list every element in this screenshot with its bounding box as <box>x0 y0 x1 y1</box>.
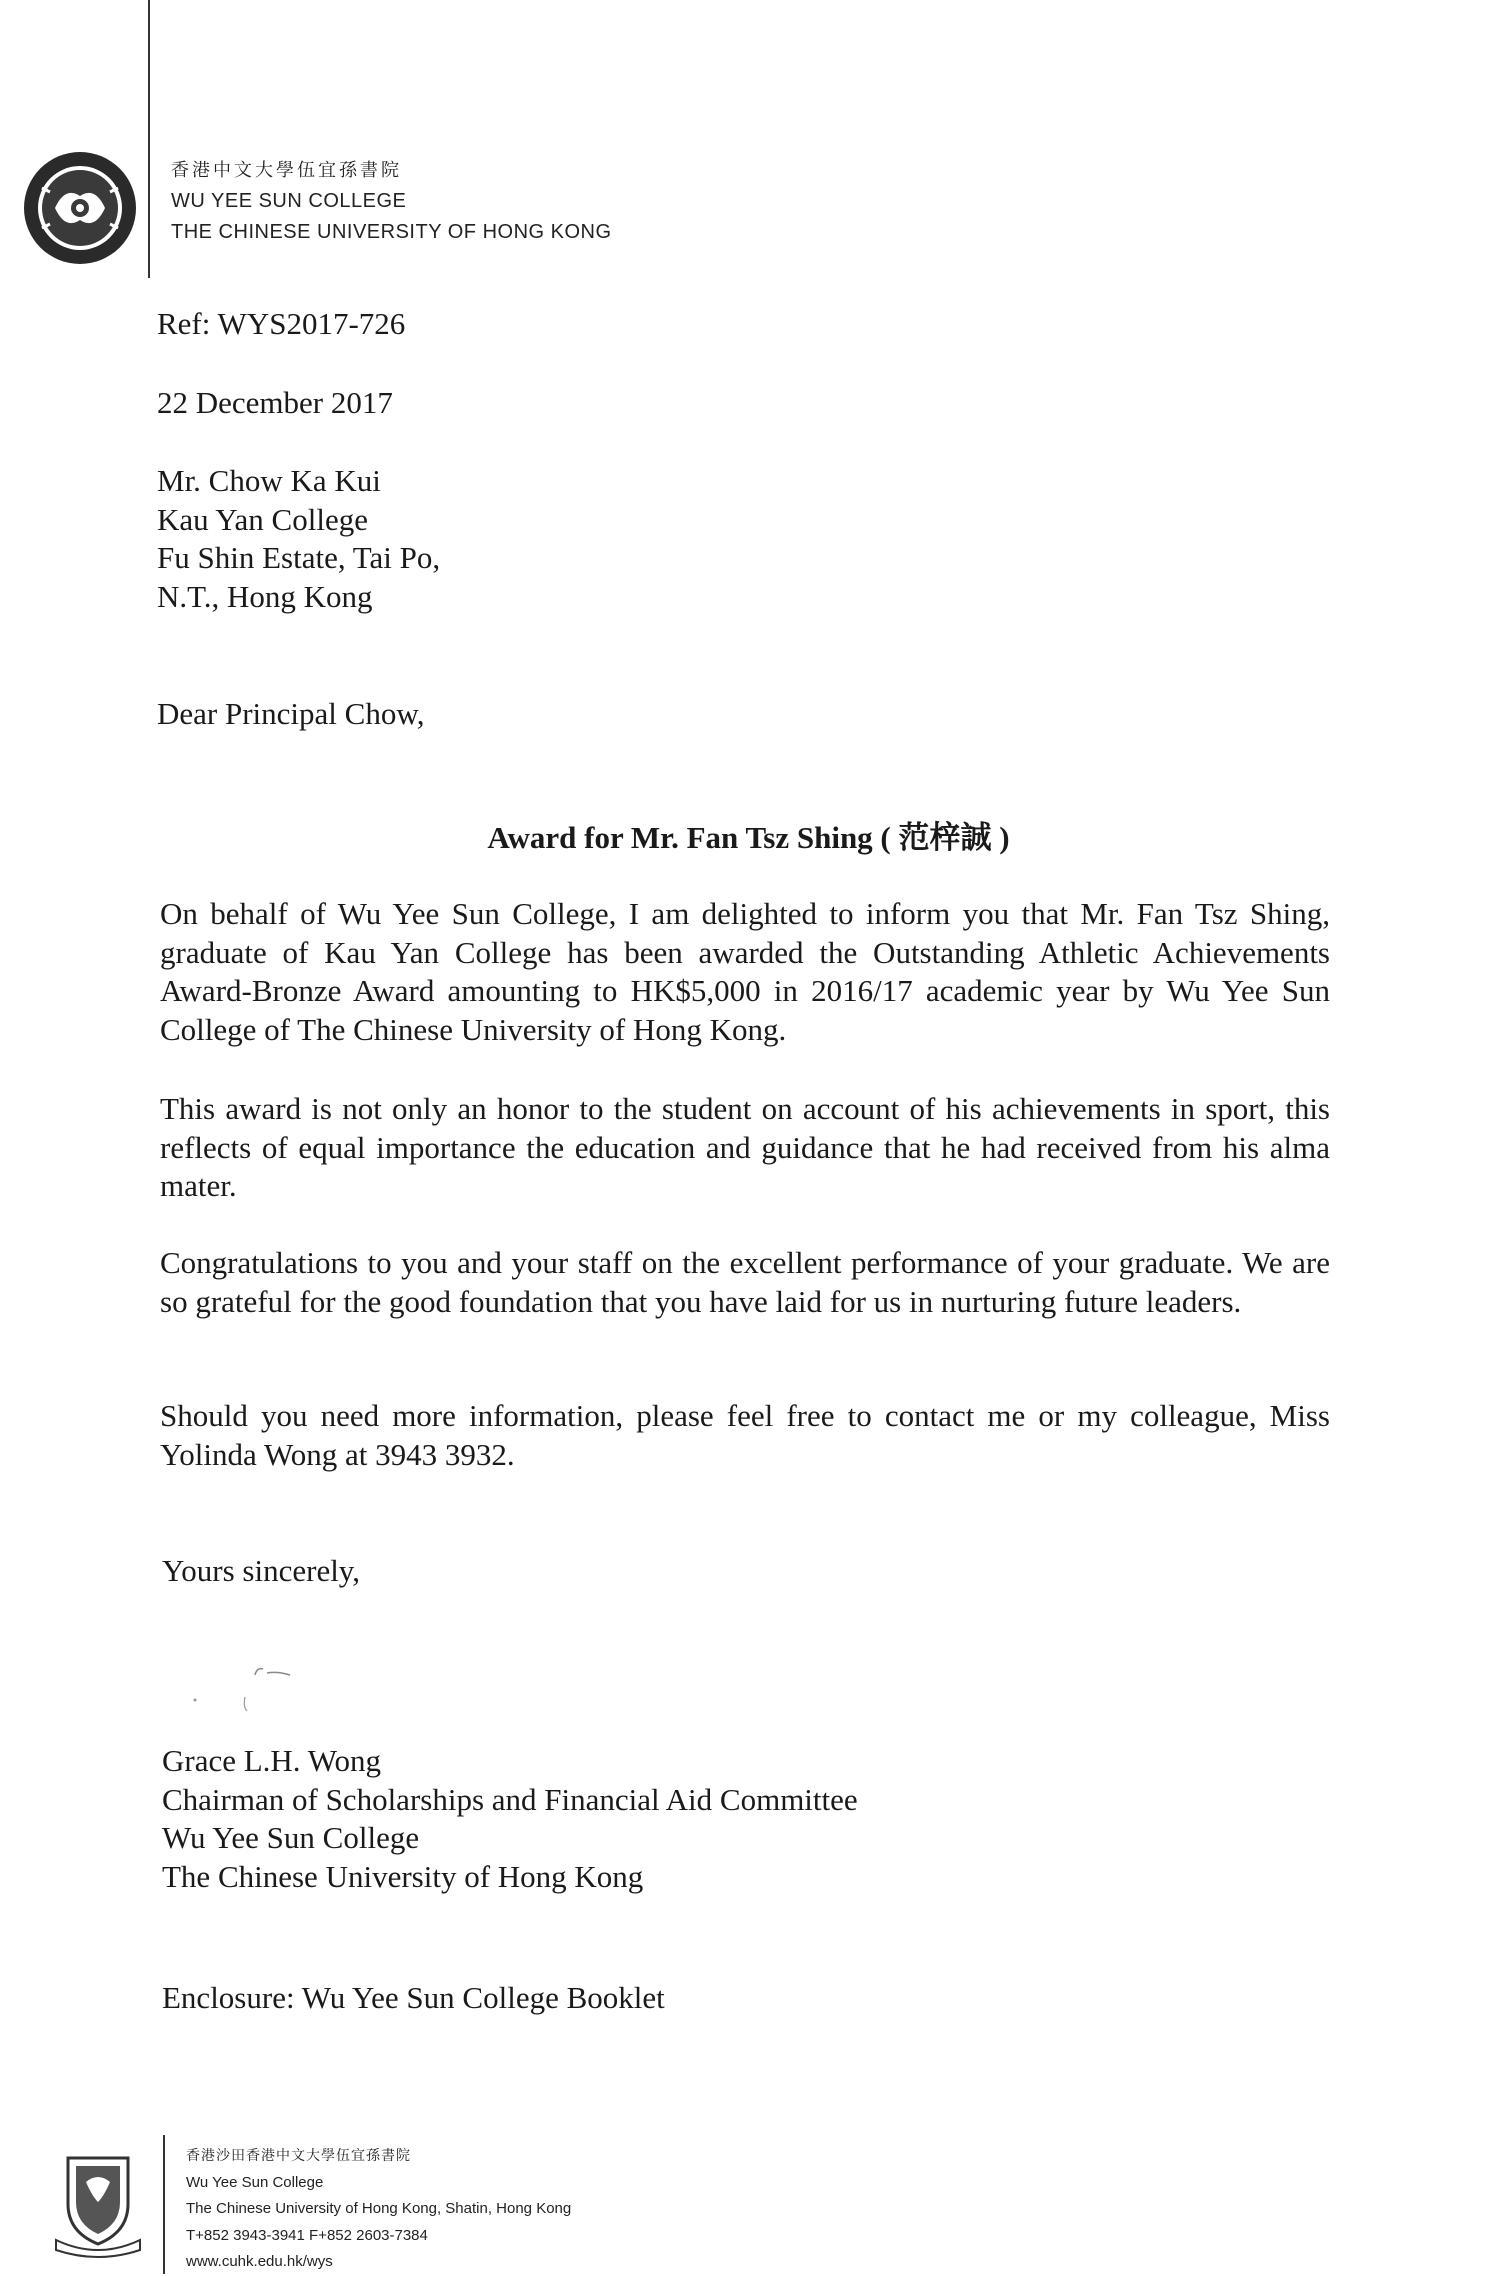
body-paragraph: Congratulations to you and your staff on the excellent performance of your graduate. We are so grateful for the good foundation that you have laid for us in nurturing future leaders. <box>160 1245 1330 1319</box>
subject-heading: Award for Mr. Fan Tsz Shing ( 范梓誠 ) <box>487 820 1010 855</box>
footer-website[interactable]: www.cuhk.edu.hk/wys <box>186 2253 333 2270</box>
footer-phone-fax: T+852 3943-3941 F+852 2603-7384 <box>186 2226 428 2244</box>
signatory-line: The Chinese University of Hong Kong <box>162 1859 644 1894</box>
letterhead-university: THE CHINESE UNIVERSITY OF HONG KONG <box>171 221 612 243</box>
signatory-line: Wu Yee Sun College <box>162 1820 420 1855</box>
recipient-line: N.T., Hong Kong <box>157 579 373 614</box>
footer-chinese-address: 香港沙田香港中文大學伍宜孫書院 <box>186 2148 411 2164</box>
letterhead <box>171 155 612 248</box>
recipient-line: Mr. Chow Ka Kui <box>157 463 381 498</box>
signatory-line: Grace L.H. Wong <box>162 1743 382 1778</box>
body-paragraph: This award is not only an honor to the student on account of his achievements in sport, this reflects of equal importance the education and guidance that he had received from his alma mater. <box>160 1091 1330 1203</box>
footer <box>186 2143 571 2276</box>
college-seal-logo <box>20 148 140 268</box>
recipient-line: Kau Yan College <box>157 502 368 537</box>
letterhead-divider <box>148 0 150 278</box>
signatory-line: Chairman of Scholarships and Financial Aid Committee <box>162 1782 858 1817</box>
letter-date: 22 December 2017 <box>157 385 393 420</box>
handwritten-signature <box>185 1655 315 1735</box>
recipient-line: Fu Shin Estate, Tai Po, <box>157 540 441 575</box>
closing: Yours sincerely, <box>162 1553 361 1588</box>
enclosure: Enclosure: Wu Yee Sun College Booklet <box>162 1980 665 2015</box>
reference-number: Ref: WYS2017-726 <box>157 306 406 341</box>
letterhead-chinese-name: 香港中文大學伍宜孫書院 <box>171 160 402 181</box>
footer-college: Wu Yee Sun College <box>186 2173 324 2191</box>
body-paragraph: Should you need more information, please feel free to contact me or my colleague, Miss Yolinda Wong at 3943 3932. <box>160 1398 1330 1472</box>
body-paragraph: On behalf of Wu Yee Sun College, I am delighted to inform you that Mr. Fan Tsz Shing, graduate of Kau Yan College has been awarded the Outstanding Athletic Achievements Award-Bronze Award amounting to HK$5,000 in 2016/17 academic year by Wu Yee Sun College of The Chinese University of Hong Kong. <box>160 896 1330 1047</box>
salutation: Dear Principal Chow, <box>157 696 425 731</box>
letterhead-college: WU YEE SUN COLLEGE <box>171 190 407 212</box>
footer-address: The Chinese University of Hong Kong, Shatin, Hong Kong <box>186 2200 572 2217</box>
university-crest-logo <box>48 2152 148 2262</box>
footer-divider <box>163 2135 165 2274</box>
